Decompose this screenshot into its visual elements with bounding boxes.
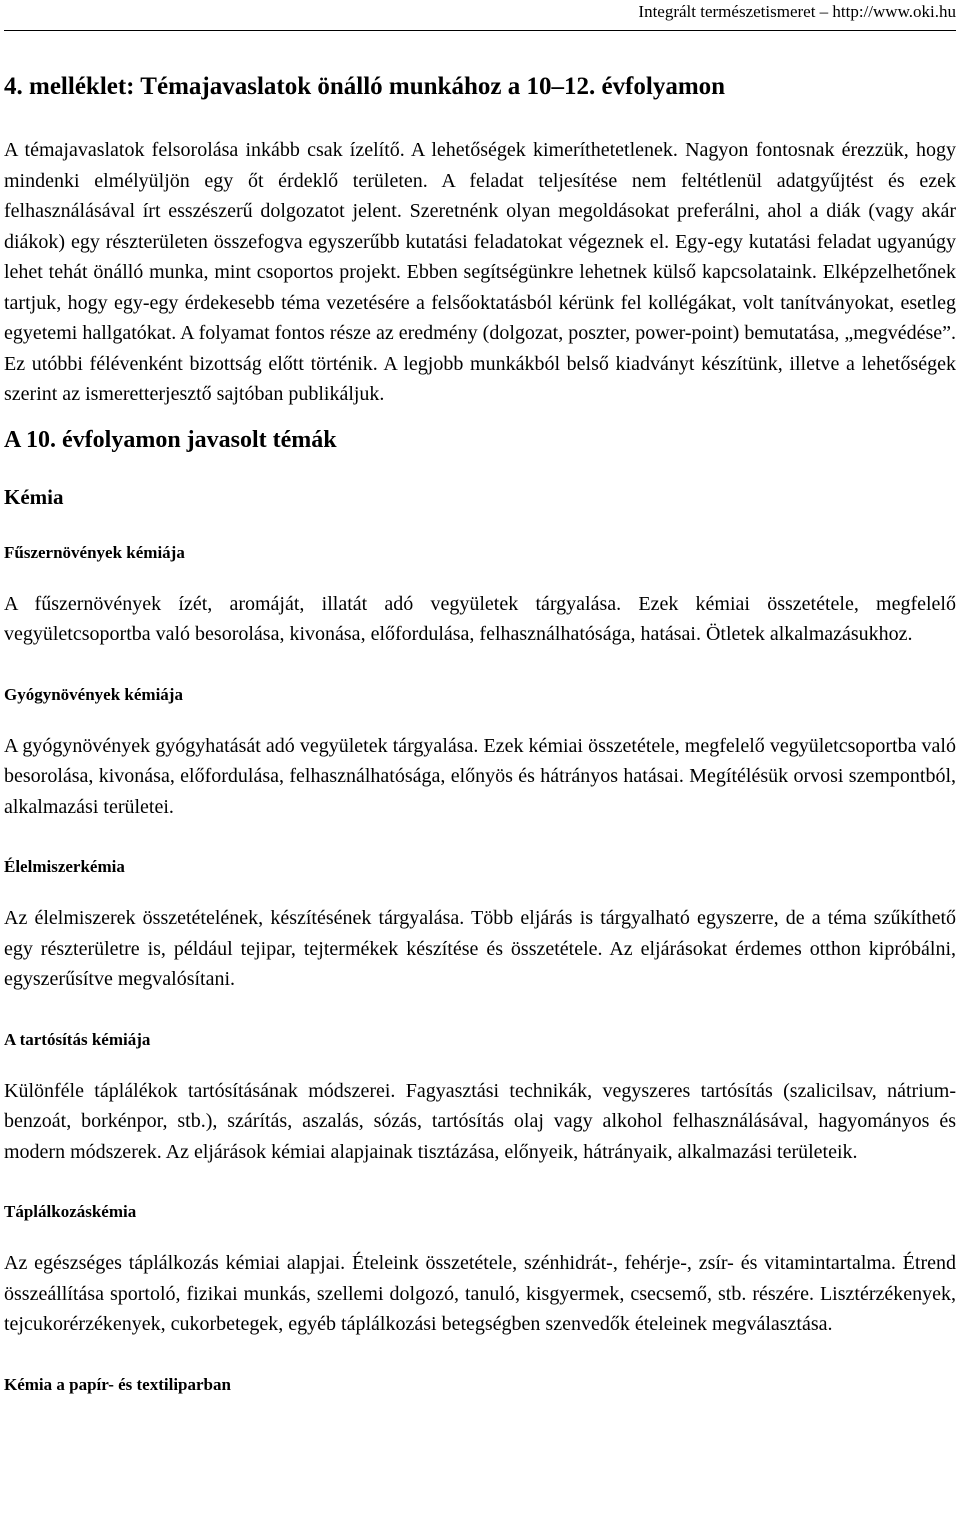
topic-body: A gyógynövények gyógyhatását adó vegyületek tárgyalása. Ezek kémiai összetétele, megfelelő vegyületcsoportba való besorolása, kivonása, előfordulása, felhasználhatósága, előnyös és hátrányos hatásai. Megítélésük orvosi szempontból, alkalmazási területei. (4, 734, 956, 818)
intro-paragraph: A témajavaslatok felsorolása inkább csak ízelítő. A lehetőségek kimeríthetetlenek. Nagyon fontosnak érezzük, hogy mindenki elmélyüljön egy őt érdeklő területen. A feladat teljesítése nem feltétlenül adatgyűjtést és ezek felhasználásával írt esszészerű dolgozatot jelent. Szeretnénk olyan megoldásokat preferálni, ahol a diák (vagy akár diákok) egy részterületen összefogva egyszerűbb kutatási feladatokat végeznek el. Egy-egy kutatási feladat ugyanúgy lehet tehát önálló munka, mint csoportos projekt. Ebben segítségünkre lehetnek külső kapcsolataink. Elképzelhetőnek tartjuk, hogy egy-egy érdekesebb téma vezetésére a felsőoktatásból kérünk fel kollégákat, volt tanítványokat, esetleg egyetemi hallgatókat. A folyamat fontos része az eredmény (dolgozat, poszter, power-point) bemutatása, „megvédése”. Ez utóbbi félévenként bizottság előtt történik. A legjobb munkákból belső kiadványt készítünk, illetve a lehetőségek szerint az ismeretterjesztő sajtóban publikáljuk. (4, 139, 956, 405)
page-title: 4. melléklet: Témajavaslatok önálló munkához a 10–12. évfolyamon (4, 73, 726, 100)
topic-section (4, 684, 956, 823)
topic-title: Gyógynövények kémiája (4, 684, 183, 704)
topic-section (4, 856, 956, 995)
topic-section (4, 542, 956, 650)
topic-title: A tartósítás kémiája (4, 1029, 151, 1049)
topic-section (4, 1029, 956, 1168)
topic-title: Táplálkozáskémia (4, 1202, 137, 1221)
header-rule (4, 30, 956, 31)
topic-body: Az egészséges táplálkozás kémiai alapjai. Ételeink összetétele, szénhidrát-, fehérje-, zsír- és vitamintartalma. Étrend összeállítása sportoló, fizikai munkás, szellemi dolgozó, tanuló, kisgyermek, csecsemő, stb. részére. Lisztérzékenyek, tejcukorérzékenyek, cukorbetegek, egyéb táplálkozási betegségben szenvedők ételeinek megválasztása. (4, 1252, 956, 1335)
topic-section (4, 1374, 956, 1396)
topic-body: A fűszernövények ízét, aromáját, illatát adó vegyületek tárgyalása. Ezek kémiai összetétele, megfelelő vegyületcsoportba való besorolása, kivonása, előfordulása, felhasználhatósága, hatásai. Ötletek alkalmazásukhoz. (4, 592, 956, 645)
topic-title: Kémia a papír- és textiliparban (4, 1374, 231, 1394)
page-header: Integrált természetismeret – http://www.oki.hu (638, 2, 956, 21)
topic-section (4, 1201, 956, 1340)
subject-heading: Kémia (4, 484, 64, 509)
topic-body: Az élelmiszerek összetételének, készítésének tárgyalása. Több eljárás is tárgyalható egyszerre, de a téma szűkíthető egy részterületre is, például tejipar, tejtermékek készítése és összetétele. Az eljárásokat érdemes otthon kipróbálni, egyszerűsítve megvalósítani. (4, 907, 956, 990)
topic-body: Különféle táplálékok tartósításának módszerei. Fagyasztási technikák, vegyszeres tartósítás (szalicilsav, nátrium-benzoát, borkénpor, stb.), szárítás, aszalás, sózás, tartósítás olaj vagy alkohol felhasználásával, hagyományos és modern módszerek. Az eljárások kémiai alapjainak tisztázása, előnyeik, hátrányaik, alkalmazási területeik. (4, 1079, 956, 1163)
topic-title: Élelmiszerkémia (4, 857, 125, 876)
document-body (4, 72, 956, 1396)
grade-heading: A 10. évfolyamon javasolt témák (4, 426, 337, 453)
topic-title: Fűszernövények kémiája (4, 542, 185, 562)
